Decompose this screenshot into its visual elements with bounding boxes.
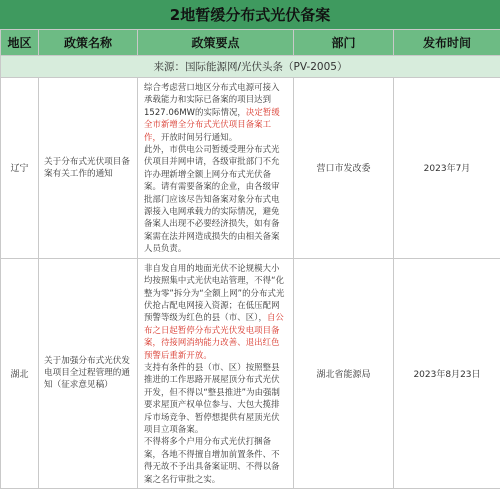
policy-table: [0, 29, 500, 489]
policy-name-cell: 关于分布式光伏项目备案有关工作的通知: [39, 78, 138, 259]
header-department: 部门: [294, 30, 394, 56]
department-cell: 湖北省能源局: [294, 258, 394, 488]
header-row: [1, 30, 500, 56]
header-policy-name: 政策名称: [39, 30, 138, 56]
table-title: 2地暂缓分布式光伏备案: [0, 0, 500, 30]
policy-name-cell: 关于加强分布式光伏发电项目全过程管理的通知（征求意见稿）: [39, 258, 138, 488]
region-cell: 湖北: [1, 258, 39, 488]
points-text: 非自发自用的地面光伏不论规模大小均按照集中式光伏电站管理，不得“化整为零”拆分为“全额上网”的分布式光伏抢占配电网接入资源；在低压配网预警等级为红色的县（市、区），: [144, 263, 284, 323]
table-row: [1, 258, 500, 488]
header-date: 发布时间: [394, 30, 500, 56]
points-text: 开放时间另行通知。: [161, 132, 237, 142]
points-text: 综合考虑营口地区分布式电源可接入承载能力和实际已备案的项目达到1527.06MW的实际情况，: [144, 82, 280, 117]
policy-points-cell: [138, 78, 294, 259]
source-row: [1, 56, 500, 78]
policy-points-cell: [138, 258, 294, 488]
source-text: 来源：国际能源网/光伏头条（PV-2005）: [1, 56, 500, 78]
points-paragraph: 此外，市供电公司暂缓受理分布式光伏项目并网申请，各级审批部门不允许办理新增全额上网分布式光伏备案。请有需要备案的企业，由各级审批部门应该尽告知备案对象分布式电源接入电网承载力的实际情况，避免备案人出现不必要经济损失，如有备案需在法并网造成损失的由相关备案人员负责。: [144, 143, 287, 255]
points-highlight: 自公布之日起暂停分布式光伏发电项目备案，待接网消纳能力改善、退出红色预警后重新开放。: [144, 312, 284, 359]
department-cell: 营口市发改委: [294, 78, 394, 259]
date-cell: 2023年7月: [394, 78, 500, 259]
header-region: 地区: [1, 30, 39, 56]
table-row: [1, 78, 500, 259]
date-cell: 2023年8月23日: [394, 258, 500, 488]
points-highlight: 决定暂缓全市新增全分布式光伏项目备案工作，: [144, 107, 280, 142]
region-cell: 辽宁: [1, 78, 39, 259]
points-paragraph: 不得将多个户用分布式光伏打捆备案，各地不得擅自增加前置条件、不得无故不予出具备案证明、不得以备案之名行审批之实。: [144, 435, 287, 485]
points-paragraph: 支持有条件的县（市、区）按照整县推进的工作思路开展屋顶分布式光伏开发，但不得以“整县推进”为由强制要求屋顶产权单位参与、大包大揽排斥市场竞争、暂停想提供有屋顶光伏项目立项备案。: [144, 361, 287, 435]
header-policy-points: 政策要点: [138, 30, 294, 56]
